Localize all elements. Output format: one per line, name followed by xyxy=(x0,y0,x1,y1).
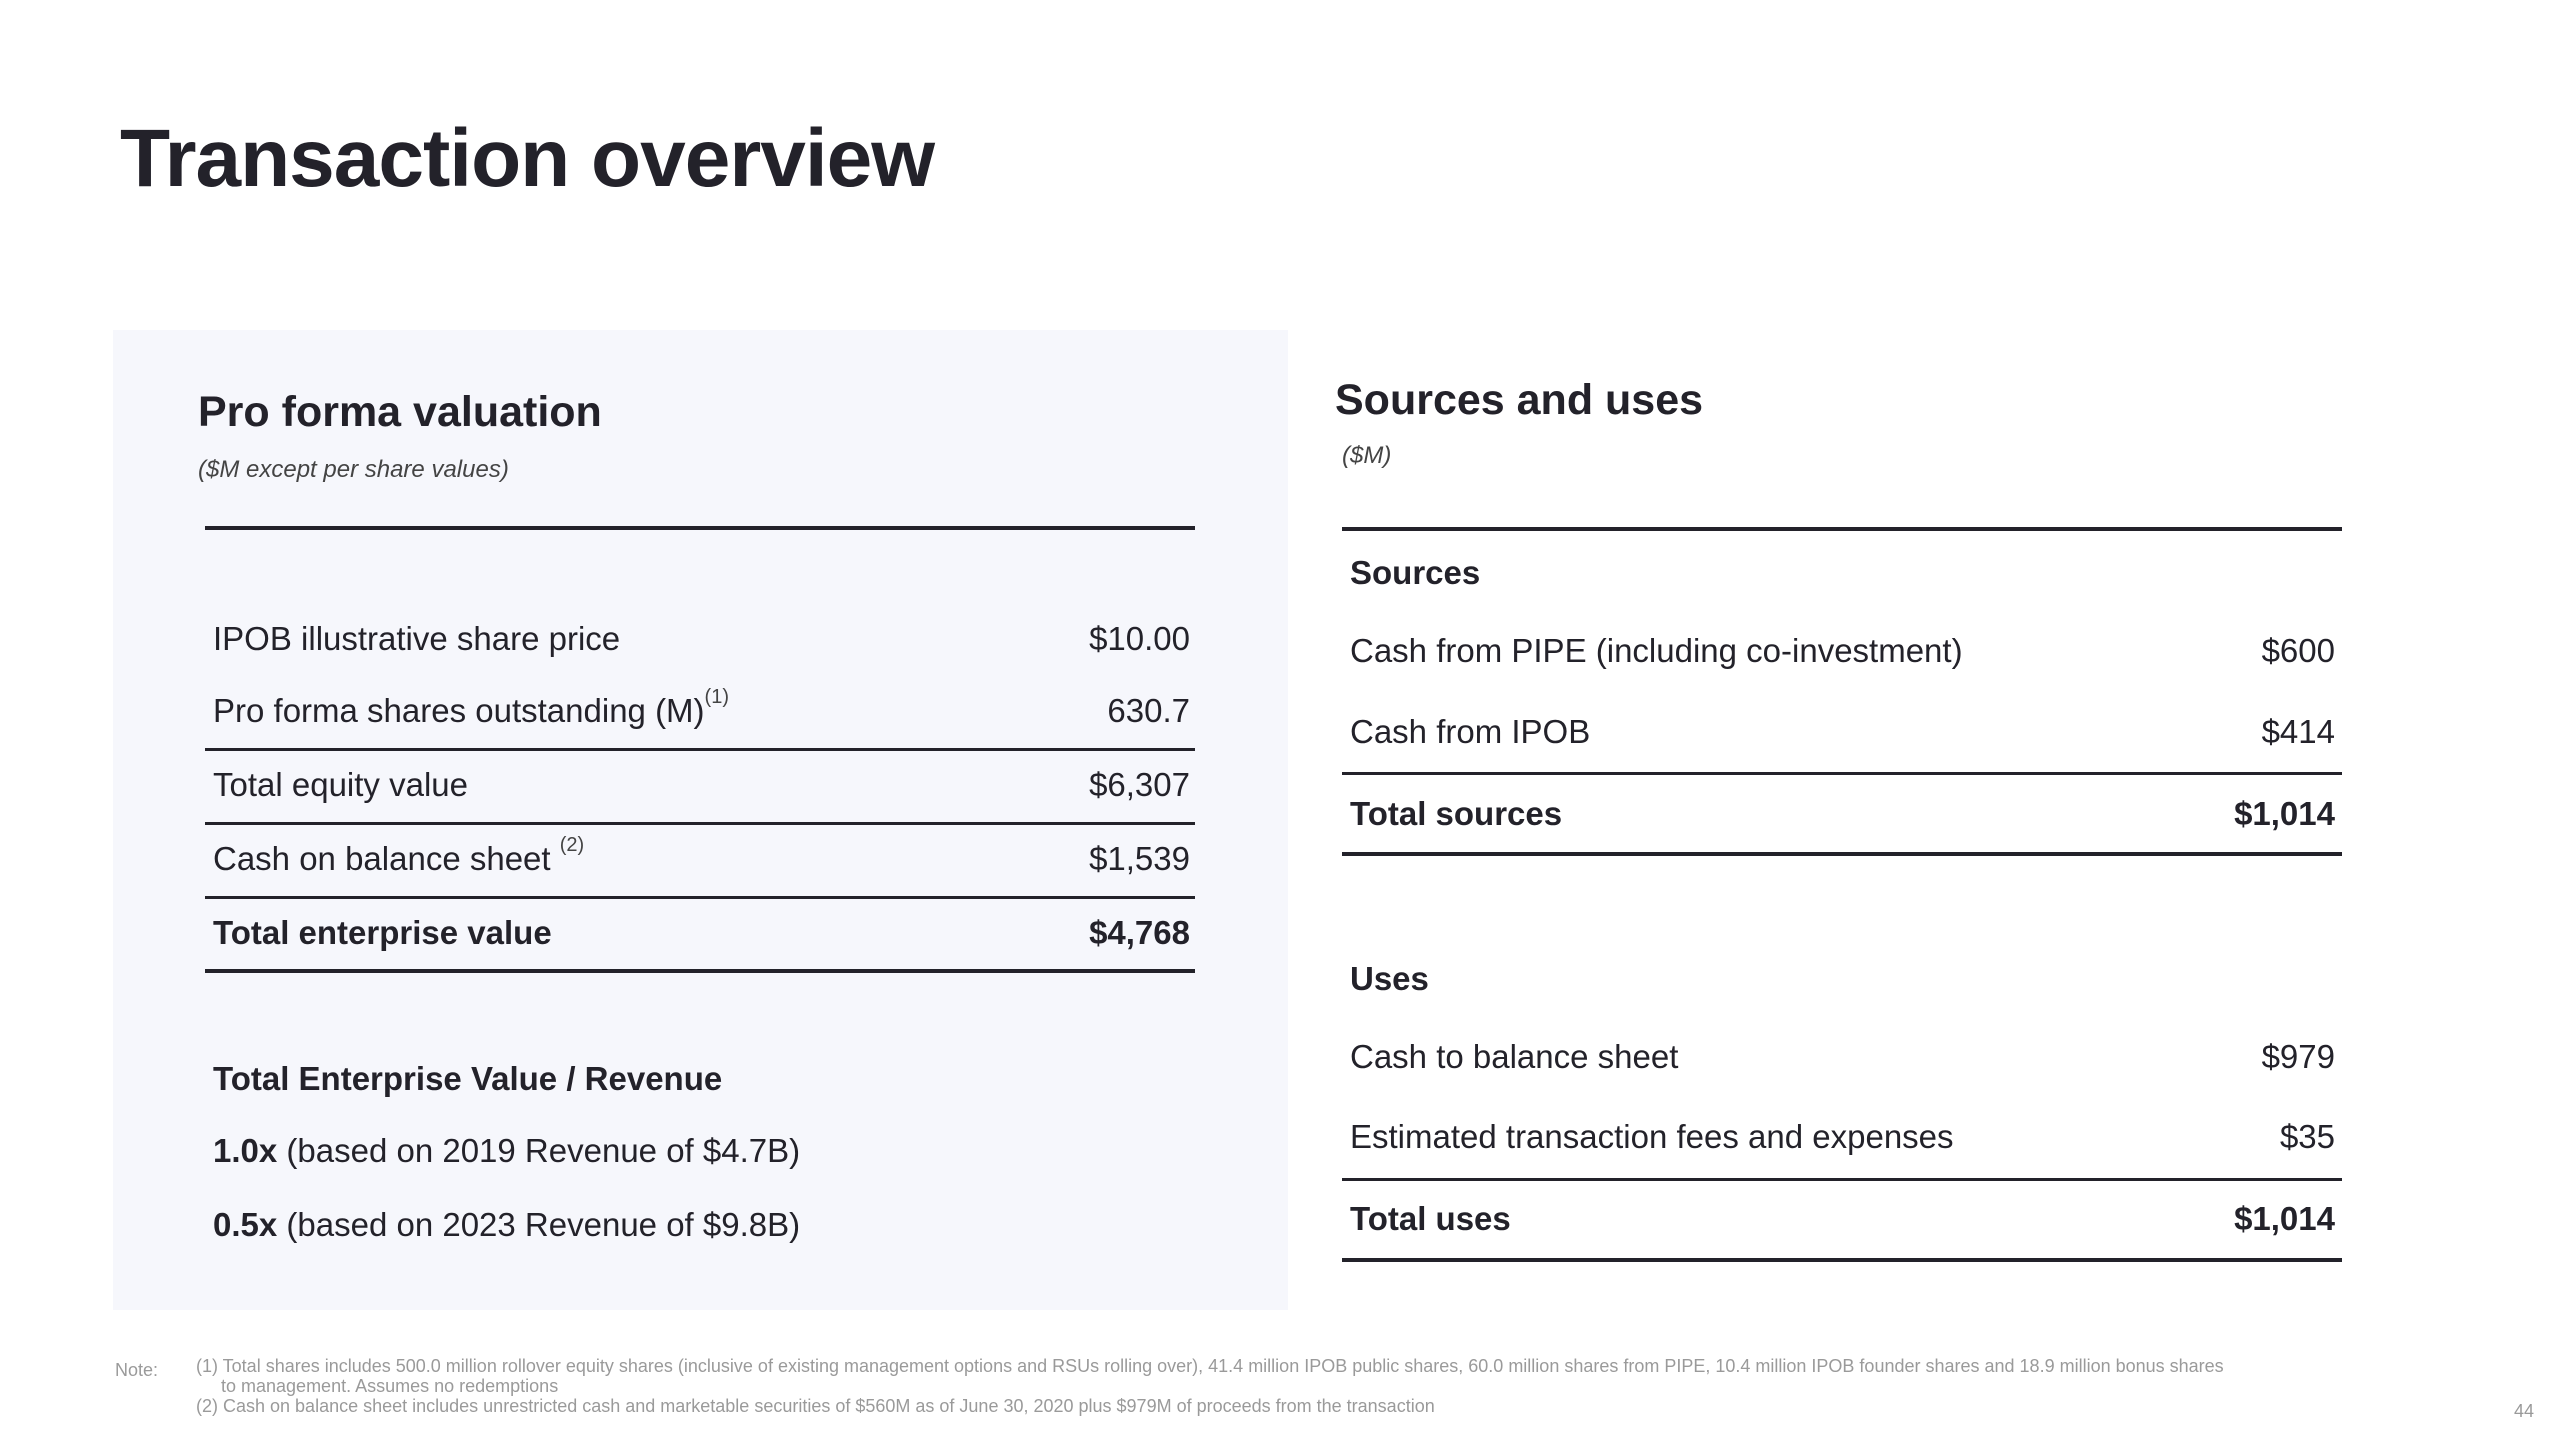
sources-top-rule xyxy=(1342,527,2342,531)
valuation-subtitle: ($M except per share values) xyxy=(198,456,509,483)
row-value: $4,768 xyxy=(1089,914,1190,951)
sources-header: Sources xyxy=(1350,554,1481,591)
tev-revenue-header: Total Enterprise Value / Revenue xyxy=(213,1060,723,1097)
row-value: $600 xyxy=(2261,632,2335,669)
row-value: $1,014 xyxy=(2234,795,2335,832)
pro-forma-valuation-panel xyxy=(113,330,1288,1310)
sources-uses-title: Sources and uses xyxy=(1335,376,1704,424)
row-value: 630.7 xyxy=(1107,692,1190,729)
row-label: Estimated transaction fees and expenses xyxy=(1350,1118,1954,1155)
row-value: $979 xyxy=(2261,1038,2335,1075)
uses-row-balance-sheet xyxy=(1350,1038,2335,1078)
tev-revenue-2019: 1.0x (based on 2019 Revenue of $4.7B) xyxy=(213,1132,801,1169)
row-value: $10.00 xyxy=(1089,620,1190,657)
row-label: Total equity value xyxy=(213,766,468,803)
footnote-1-continued: to management. Assumes no redemptions xyxy=(196,1376,559,1396)
row-value: $6,307 xyxy=(1089,766,1190,803)
valuation-row-enterprise-value xyxy=(213,914,1190,954)
sources-bottom-rule xyxy=(1342,852,2342,856)
page-number: 44 xyxy=(2513,1401,2534,1421)
row-label: Total enterprise value xyxy=(213,914,552,951)
row-label: Cash on balance sheet $^{(2)}$ xyxy=(213,834,585,877)
valuation-row-share-price xyxy=(213,620,1190,660)
valuation-row-equity-value xyxy=(213,766,1190,806)
note-label: Note: xyxy=(115,1360,159,1380)
footnote-marker: (1) xyxy=(704,686,729,708)
uses-row-fees xyxy=(1350,1118,2335,1158)
row-label: IPOB illustrative share price xyxy=(213,620,621,657)
valuation-title: Pro forma valuation xyxy=(198,388,602,436)
valuation-row-cash-balance-sheet xyxy=(213,834,1190,880)
tev-revenue-2023: 0.5x (based on 2023 Revenue of $9.8B) xyxy=(213,1206,801,1243)
uses-bottom-rule xyxy=(1342,1258,2342,1262)
row-label: Pro forma shares outstanding $(M)^{(1)}$ xyxy=(213,686,729,729)
footnote-marker: (2) xyxy=(559,834,585,856)
row-value: $1,014 xyxy=(2234,1200,2335,1237)
uses-header: Uses xyxy=(1350,960,1429,997)
row-divider xyxy=(205,896,1195,899)
row-label: Cash from IPOB xyxy=(1350,713,1591,750)
footnote-2: (2) Cash on balance sheet includes unrestricted cash and marketable securities of $560M as of June 30, 2020 plus $979M of proceeds from the transaction xyxy=(196,1396,1435,1416)
page-title: Transaction overview xyxy=(120,113,935,204)
row-value: $414 xyxy=(2261,713,2335,750)
valuation-row-shares-outstanding xyxy=(213,686,1190,732)
uses-total-row xyxy=(1350,1200,2335,1240)
row-value: $35 xyxy=(2279,1118,2335,1155)
row-value: $1,539 xyxy=(1089,840,1190,877)
sources-row-ipob xyxy=(1350,713,2335,753)
row-divider xyxy=(205,748,1195,751)
row-divider xyxy=(205,822,1195,825)
footnote-1: (1) Total shares includes 500.0 million rollover equity shares (inclusive of existing management options and RSUs rolling over), 41.4 million IPOB public shares, 60.0 million shares from PIPE, 10.4 million IPOB founder shares and 18.9 million bonus shares xyxy=(196,1356,2224,1376)
valuation-top-rule xyxy=(205,526,1195,530)
valuation-bottom-rule xyxy=(205,969,1195,973)
row-label: Total uses xyxy=(1350,1200,1511,1237)
row-label: Cash to balance sheet xyxy=(1350,1038,1679,1075)
sources-uses-subtitle: ($M) xyxy=(1342,442,1392,469)
row-divider xyxy=(1342,772,2342,775)
row-divider xyxy=(1342,1178,2342,1181)
sources-row-pipe xyxy=(1350,632,2335,672)
row-label: Total sources xyxy=(1350,795,1563,832)
sources-total-row xyxy=(1350,795,2335,835)
row-label: Cash from PIPE (including co-investment) xyxy=(1350,632,1963,669)
